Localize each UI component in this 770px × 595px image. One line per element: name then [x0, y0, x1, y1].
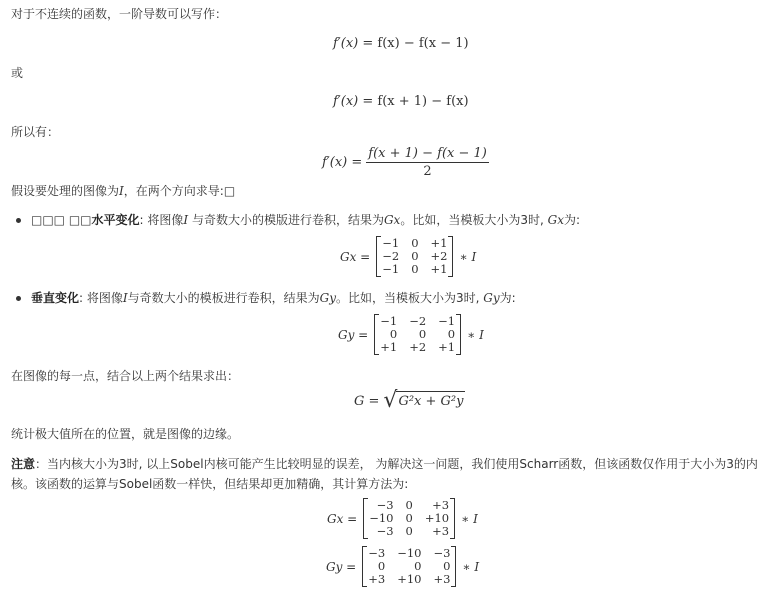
- note-label: 注意: [11, 457, 36, 471]
- matrix-cell: +3: [433, 572, 451, 586]
- eq3-numerator: f(x + 1) − f(x − 1): [368, 146, 487, 161]
- equation-central-difference: [322, 146, 489, 179]
- horizontal-result: Gx: [383, 213, 401, 227]
- sobel-gx-label: Gx =: [340, 249, 371, 264]
- note-paragraph: [11, 454, 763, 494]
- sobel-gy-label: Gy =: [338, 327, 369, 342]
- matrix-cell: −2: [382, 249, 400, 263]
- eq2-rhs: = f(x + 1) − f(x): [362, 94, 469, 109]
- horizontal-var: I: [183, 213, 189, 227]
- vertical-text-a: : 将图像: [79, 291, 123, 305]
- scharr-gx-matrix: [363, 498, 455, 539]
- bullet-dot: [16, 296, 21, 301]
- matrix-cell: −3: [376, 524, 394, 538]
- matrix-cell: −3: [433, 546, 451, 560]
- matrix-cell: 0: [377, 559, 386, 573]
- equation-forward-difference: [333, 94, 469, 109]
- matrix-cell: 0: [411, 262, 419, 276]
- eq1-rhs: = f(x) − f(x − 1): [362, 36, 469, 51]
- matrix-cell: +1: [430, 262, 448, 276]
- eq-g-inner: G²x + G²y: [396, 391, 465, 411]
- bullet-dot: [16, 218, 21, 223]
- matrix-cell: +3: [432, 498, 450, 512]
- matrix-cell: 0: [411, 236, 419, 250]
- sqrt-group: [383, 388, 465, 413]
- assume-text: [11, 183, 235, 199]
- vertical-text-d: 为:: [499, 291, 516, 305]
- intro-text: 对于不连续的函数，一阶导数可以写作：: [11, 7, 228, 21]
- horizontal-result-2: Gx: [547, 213, 564, 227]
- vertical-text-b: 与奇数大小的模板进行卷积，结果为: [127, 291, 320, 305]
- matrix-cell: 0: [443, 559, 451, 573]
- scharr-gx-equation: [327, 498, 478, 539]
- matrix-cell: +2: [409, 340, 427, 354]
- vertical-change-text: [31, 290, 516, 306]
- matrix-cell: +1: [380, 340, 398, 354]
- horizontal-text-c: 。比如，当模板大小为3时,: [400, 213, 544, 227]
- matrix-cell: −1: [438, 314, 456, 328]
- eq1-lhs: f′(x): [333, 36, 359, 51]
- edge-text: 统计极大值所在的位置，就是图像的边缘。: [11, 427, 240, 441]
- vertical-result-2: Gy: [483, 291, 500, 305]
- matrix-cell: 0: [405, 498, 413, 512]
- matrix-cell: 0: [389, 327, 398, 341]
- sobel-gx-post: ∗ I: [459, 249, 477, 264]
- matrix-cell: +10: [397, 572, 422, 586]
- scharr-gy-label: Gy =: [326, 559, 357, 574]
- matrix-cell: +10: [424, 511, 450, 525]
- matrix-cell: 0: [447, 327, 456, 341]
- horizontal-change-text: [31, 212, 580, 228]
- matrix-cell: −10: [369, 511, 394, 525]
- sobel-gy-matrix: [374, 314, 461, 355]
- matrix-cell: +3: [432, 524, 450, 538]
- matrix-cell: +2: [430, 249, 448, 263]
- assume-prefix: 假设要处理的图像为: [11, 184, 120, 198]
- matrix-cell: −10: [397, 546, 422, 560]
- horizontal-glyphs: □□□ □□: [31, 213, 92, 227]
- scharr-gx-post: ∗ I: [461, 511, 478, 526]
- matrix-cell: 0: [414, 559, 422, 573]
- eq3-fraction: [366, 146, 489, 179]
- horizontal-text-b: 与奇数大小的模版进行卷积，结果为: [188, 213, 384, 227]
- sobel-gx-equation: [340, 236, 476, 277]
- scharr-gy-equation: [326, 546, 479, 587]
- matrix-cell: 0: [411, 249, 419, 263]
- assume-var: I: [119, 184, 124, 198]
- horizontal-text-d: 为:: [563, 213, 581, 227]
- scharr-gx-label: Gx =: [327, 511, 358, 526]
- matrix-cell: 0: [418, 327, 427, 341]
- so-text: 所以有：: [11, 125, 60, 139]
- sobel-gx-matrix: [376, 236, 453, 277]
- note-text: ：当内核大小为3时, 以上Sobel内核可能产生比较明显的误差， 为解决这一问题，我们使用Scharr函数，但该函数仅作用于大小为3的内核。该函数的运算与Sobel函数一样快，但结果却更加精确，其计算方法为:: [11, 457, 758, 491]
- matrix-cell: −1: [382, 236, 400, 250]
- vertical-text-c: 。比如，当模板大小为3时,: [336, 291, 480, 305]
- matrix-cell: −1: [382, 262, 400, 276]
- sobel-gy-equation: [338, 314, 484, 355]
- sobel-gy-post: ∗ I: [467, 327, 484, 342]
- horizontal-text-a: : 将图像: [139, 213, 184, 227]
- matrix-cell: 0: [405, 511, 413, 525]
- matrix-cell: +1: [430, 236, 448, 250]
- sqrt-symbol: √: [383, 388, 398, 413]
- gradient-magnitude-equation: [354, 388, 465, 413]
- vertical-result: Gy: [319, 291, 337, 305]
- eq3-denominator: 2: [423, 164, 432, 179]
- horizontal-title: 水平变化: [91, 213, 140, 227]
- matrix-cell: +3: [368, 572, 386, 586]
- matrix-cell: −3: [368, 546, 386, 560]
- combine-text: 在图像的每一点，结合以上两个结果求出：: [11, 369, 240, 383]
- matrix-cell: −1: [380, 314, 398, 328]
- scharr-gy-matrix: [362, 546, 456, 587]
- eq3-lhs: f′(x) =: [322, 155, 363, 170]
- eq2-lhs: f′(x): [333, 94, 359, 109]
- matrix-cell: +1: [438, 340, 456, 354]
- equation-backward-difference: [333, 36, 469, 51]
- matrix-cell: −3: [376, 498, 394, 512]
- matrix-cell: 0: [405, 524, 413, 538]
- assume-glyph: □: [223, 184, 236, 198]
- vertical-var: I: [122, 291, 128, 305]
- matrix-cell: −2: [409, 314, 427, 328]
- vertical-title: 垂直变化: [31, 291, 80, 305]
- eq-g-lhs: G =: [354, 393, 380, 409]
- scharr-gy-post: ∗ I: [462, 559, 480, 574]
- assume-suffix: ，在两个方向求导:: [123, 184, 224, 198]
- or-text: 或: [11, 66, 24, 80]
